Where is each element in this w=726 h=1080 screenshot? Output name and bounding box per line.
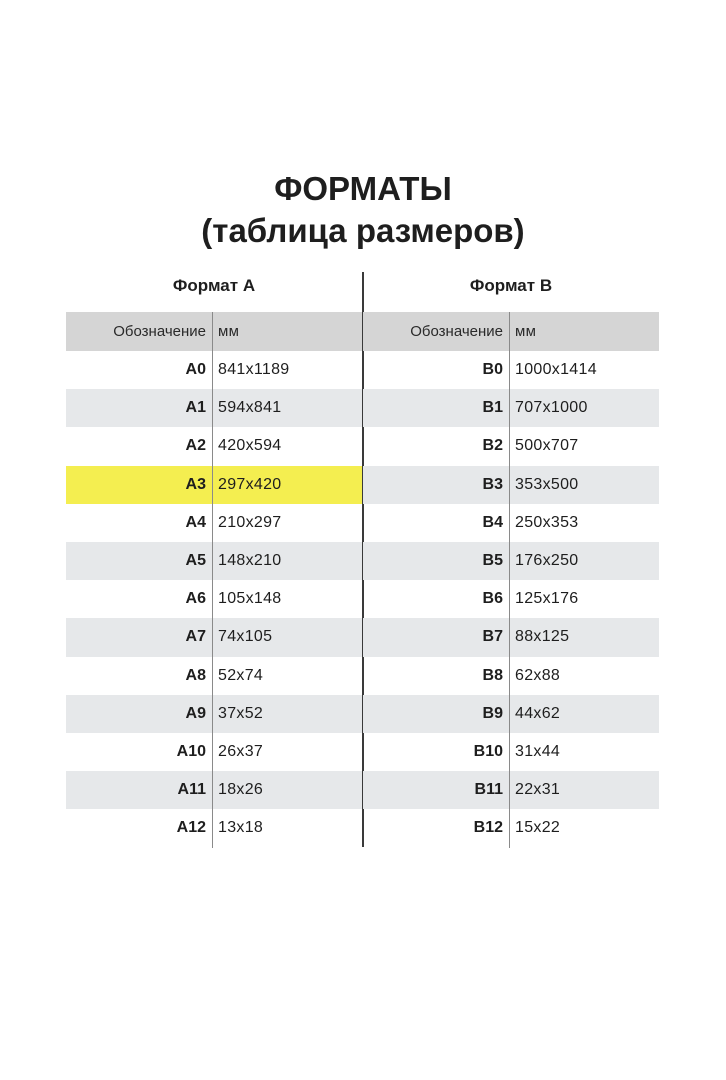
format-b-section bbox=[363, 272, 659, 847]
table-row bbox=[66, 351, 362, 389]
format-code: A2 bbox=[185, 437, 206, 455]
table-row bbox=[66, 695, 362, 733]
format-code: B12 bbox=[473, 819, 503, 837]
format-code: A6 bbox=[185, 590, 206, 608]
format-code: B3 bbox=[482, 475, 503, 493]
table-row bbox=[66, 466, 362, 504]
table-row bbox=[66, 771, 362, 809]
table-row bbox=[363, 542, 659, 580]
column-separator bbox=[212, 312, 213, 848]
format-code: A10 bbox=[176, 742, 206, 760]
format-size: 88x125 bbox=[515, 628, 570, 646]
format-code: B11 bbox=[474, 781, 503, 799]
table-row bbox=[363, 504, 659, 542]
table-row bbox=[66, 618, 362, 656]
format-code: A3 bbox=[185, 475, 206, 493]
format-size: 13x18 bbox=[218, 819, 264, 837]
format-b-rows bbox=[363, 351, 659, 847]
format-size: 250x353 bbox=[515, 513, 579, 531]
format-code: B8 bbox=[482, 666, 503, 684]
title-line-2: (таблица размеров) bbox=[201, 212, 525, 249]
format-size: 500x707 bbox=[515, 437, 579, 455]
format-b-title: Формат В bbox=[469, 276, 553, 295]
table-row bbox=[363, 695, 659, 733]
format-code: A1 bbox=[185, 399, 206, 417]
format-size: 176x250 bbox=[515, 552, 579, 570]
format-code: B5 bbox=[482, 552, 503, 570]
table-row bbox=[66, 504, 362, 542]
format-code: B7 bbox=[482, 628, 503, 646]
format-code: A5 bbox=[185, 552, 206, 570]
format-a-rows bbox=[66, 351, 362, 847]
format-code: B0 bbox=[482, 361, 503, 379]
format-code: A4 bbox=[185, 513, 206, 531]
designation-header: Обозначение bbox=[113, 323, 206, 340]
table-row bbox=[66, 389, 362, 427]
table-row bbox=[363, 618, 659, 656]
table-row bbox=[363, 733, 659, 771]
unit-header: мм bbox=[515, 323, 537, 340]
table-row bbox=[363, 580, 659, 618]
format-size: 297x420 bbox=[218, 475, 282, 493]
format-size: 1000x1414 bbox=[515, 361, 597, 379]
table-row bbox=[66, 657, 362, 695]
format-size: 125x176 bbox=[515, 590, 579, 608]
designation-header: Обозначение bbox=[410, 323, 503, 340]
format-size: 37x52 bbox=[218, 704, 264, 722]
format-code: A9 bbox=[185, 704, 206, 722]
format-size: 31x44 bbox=[515, 742, 561, 760]
table-row bbox=[363, 466, 659, 504]
format-size: 707x1000 bbox=[515, 399, 588, 417]
format-code: B1 bbox=[482, 399, 503, 417]
table-row bbox=[363, 351, 659, 389]
table-row bbox=[363, 657, 659, 695]
format-code: B10 bbox=[473, 742, 503, 760]
format-size: 18x26 bbox=[218, 781, 264, 799]
table-row bbox=[363, 809, 659, 847]
page-title bbox=[0, 168, 726, 252]
table-row bbox=[363, 771, 659, 809]
format-size: 210x297 bbox=[218, 513, 282, 531]
format-a-header-row bbox=[66, 312, 362, 351]
table-row bbox=[363, 389, 659, 427]
format-code: A0 bbox=[185, 361, 206, 379]
table-row bbox=[66, 427, 362, 465]
title-line-1: ФОРМАТЫ bbox=[274, 170, 452, 207]
format-code: A7 bbox=[185, 628, 206, 646]
format-code: A11 bbox=[177, 781, 206, 799]
format-b-header-row bbox=[363, 312, 659, 351]
format-size: 26x37 bbox=[218, 742, 264, 760]
table-row bbox=[66, 542, 362, 580]
format-size: 44x62 bbox=[515, 704, 561, 722]
format-code: B9 bbox=[482, 704, 503, 722]
format-size: 148x210 bbox=[218, 552, 282, 570]
table-row bbox=[66, 733, 362, 771]
format-size: 841x1189 bbox=[218, 361, 290, 379]
table-row bbox=[66, 809, 362, 847]
format-size: 594x841 bbox=[218, 399, 282, 417]
format-code: B6 bbox=[482, 590, 503, 608]
format-size: 420x594 bbox=[218, 437, 282, 455]
format-size: 52x74 bbox=[218, 666, 264, 684]
format-size: 62x88 bbox=[515, 666, 561, 684]
format-size: 22x31 bbox=[515, 781, 561, 799]
column-separator bbox=[509, 312, 510, 848]
format-size: 15x22 bbox=[515, 819, 561, 837]
format-size: 74x105 bbox=[218, 628, 273, 646]
format-size: 353x500 bbox=[515, 475, 579, 493]
table-row bbox=[363, 427, 659, 465]
format-code: A12 bbox=[176, 819, 206, 837]
format-code: B2 bbox=[482, 437, 503, 455]
format-a-section bbox=[66, 272, 362, 847]
format-code: A8 bbox=[185, 666, 206, 684]
format-size: 105x148 bbox=[218, 590, 282, 608]
format-code: B4 bbox=[482, 513, 503, 531]
table-row bbox=[66, 580, 362, 618]
format-a-title: Формат А bbox=[172, 276, 256, 295]
unit-header: мм bbox=[218, 323, 240, 340]
